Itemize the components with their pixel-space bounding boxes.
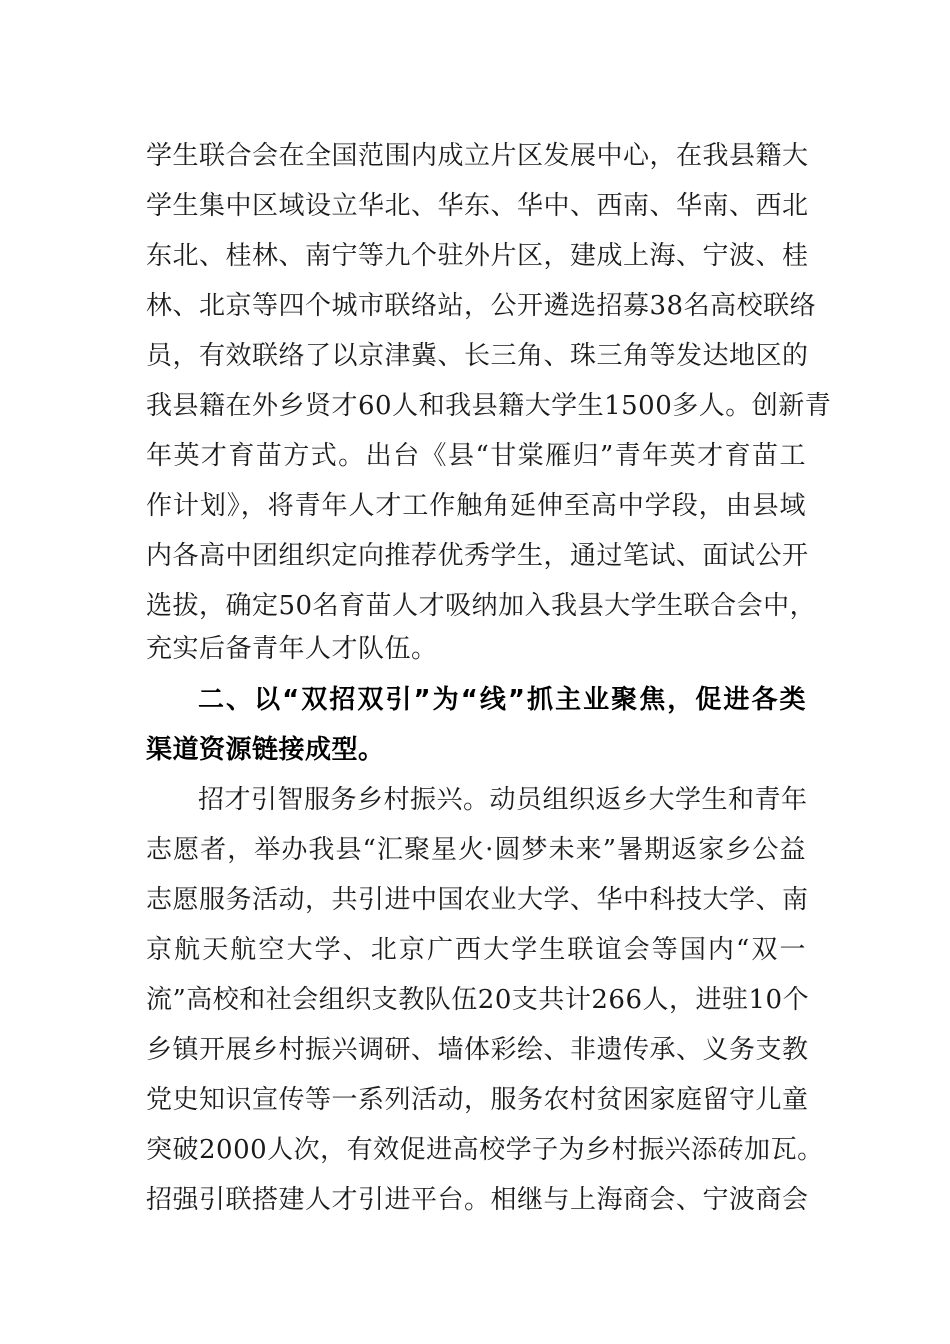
body-text-line: 招才引智服务乡村振兴。动员组织返乡大学生和青年 xyxy=(198,785,808,815)
body-text-line: 年英才育苗方式。出台《县“甘棠雁归”青年英才育苗工 xyxy=(146,441,806,471)
body-text-line: 员，有效联络了以京津冀、长三角、珠三角等发达地区的 xyxy=(146,341,809,371)
body-text-line: 京航天航空大学、北京广西大学生联谊会等国内“双一 xyxy=(146,935,806,965)
body-text-line: 我县籍在外乡贤才60人和我县籍大学生1500多人。创新青 xyxy=(146,391,832,421)
body-text-line: 志愿服务活动，共引进中国农业大学、华中科技大学、南 xyxy=(146,885,809,915)
body-text-line: 流”高校和社会组织支教队伍20支共计266人，进驻10个 xyxy=(146,985,810,1015)
body-text-line: 学生联合会在全国范围内成立片区发展中心，在我县籍大 xyxy=(146,141,809,171)
section-heading-continued: 渠道资源链接成型。 xyxy=(146,735,385,765)
body-text-line: 选拔，确定50名育苗人才吸纳加入我县大学生联合会中， xyxy=(146,591,817,621)
body-text-line: 学生集中区域设立华北、华东、华中、西南、华南、西北 xyxy=(146,191,809,221)
section-heading: 二、以“双招双引”为“线”抓主业聚焦，促进各类 xyxy=(198,685,806,715)
body-text-line: 突破2000人次，有效促进高校学子为乡村振兴添砖加瓦。 xyxy=(146,1135,824,1165)
body-text-line: 内各高中团组织定向推荐优秀学生，通过笔试、面试公开 xyxy=(146,541,809,571)
body-text-line: 志愿者，举办我县“汇聚星火·圆梦未来”暑期返家乡公益 xyxy=(146,835,806,865)
body-text-line: 充实后备青年人才队伍。 xyxy=(146,634,438,664)
body-text-line: 作计划》，将青年人才工作触角延伸至高中学段，由县域 xyxy=(146,491,806,521)
body-text-line: 林、北京等四个城市联络站，公开遴选招募38名高校联络 xyxy=(146,291,817,321)
body-text-line: 东北、桂林、南宁等九个驻外片区，建成上海、宁波、桂 xyxy=(146,241,809,271)
body-text-line: 乡镇开展乡村振兴调研、墙体彩绘、非遗传承、义务支教 xyxy=(146,1035,809,1065)
body-text-line: 招强引联搭建人才引进平台。相继与上海商会、宁波商会 xyxy=(146,1185,809,1215)
body-text-line: 党史知识宣传等一系列活动，服务农村贫困家庭留守儿童 xyxy=(146,1085,809,1115)
